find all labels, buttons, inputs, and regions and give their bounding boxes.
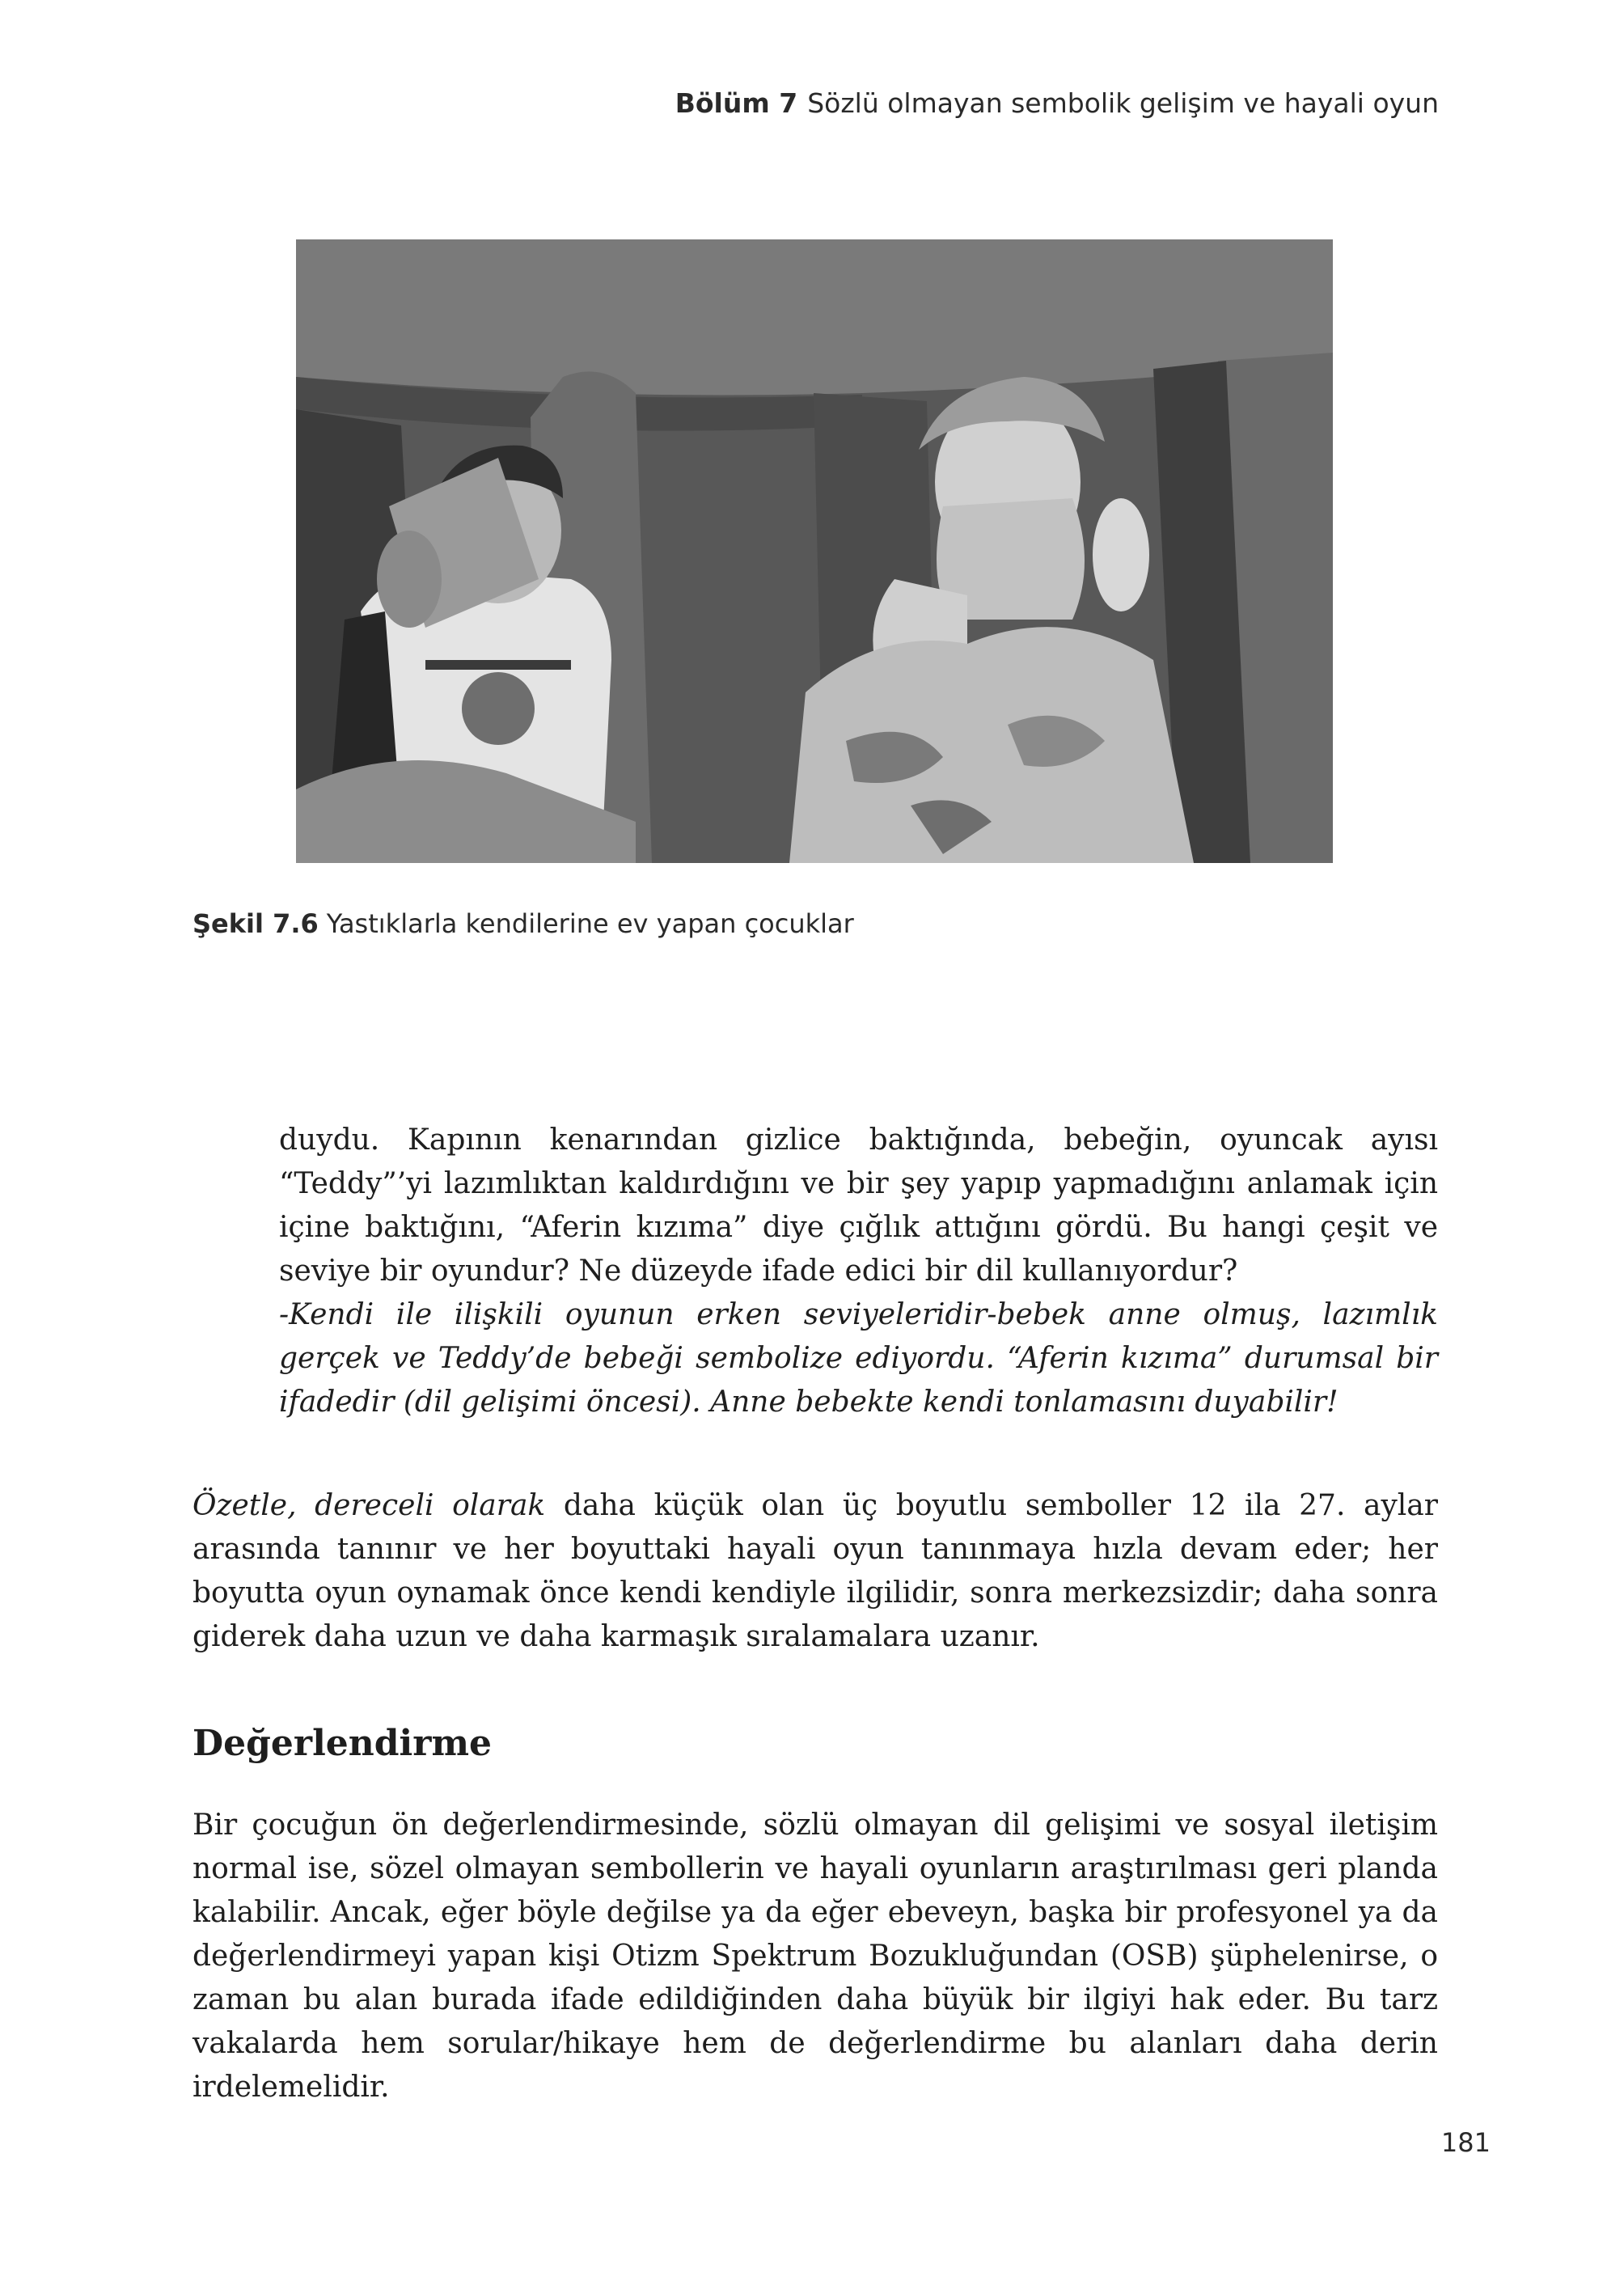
section-heading: Değerlendirme — [192, 1723, 493, 1764]
figure-caption-text: Yastıklarla kendilerine ev yapan çocuklar — [326, 908, 854, 939]
summary-lead: Özetle, dereceli olarak — [192, 1489, 546, 1522]
chapter-title: Sözlü olmayan sembolik gelişim ve hayali oyun — [807, 87, 1439, 119]
assessment-paragraph: Bir çocuğun ön değerlendirmesinde, sözlü olmayan dil gelişimi ve sosyal iletişim normal ise, sözel olmayan sembollerin ve hayali oyunların araştırılması geri planda kalabilir. Ancak, eğer böyle değilse ya da eğer ebeveyn, başka bir profesyonel ya da değerlendirmeyi yapan kişi Otizm Spektrum Bozukluğundan (OSB) şüphelenirse, o zaman bu alan burada ifade edildiğinden daha büyük bir ilgiyi hak eder. Bu tarz vakalarda hem sorular/hikaye hem de değerlendirme bu alanları daha derin irdelemelidir. — [192, 1809, 1438, 2104]
figure-label: Şekil 7.6 — [192, 908, 319, 939]
children-pillow-fort-photo — [296, 239, 1333, 863]
example-answer: -Kendi ile ilişkili oyunun erken seviyeleridir-bebek anne olmuş, lazımlık gerçek ve Teddy’de bebeği sembolize ediyordu. “Aferin kızıma” durumsal bir ifadedir (dil gelişimi öncesi). Anne bebekte kendi tonlamasını duyabilir! — [279, 1298, 1438, 1419]
page-number: 181 — [1440, 2127, 1491, 2158]
example-paragraph: duydu. Kapının kenarından gizlice baktığında, bebeğin, oyuncak ayısı “Teddy”’yi lazımlıktan kaldırdığını ve bir şey yapıp yapmadığını anlamak için içine baktığını, “Aferin kızıma” diye çığlık attığını gördü. Bu hangi çeşit ve seviye bir oyundur? Ne düzeyde ifade edici bir dil kullanıyordur? — [279, 1123, 1438, 1288]
example-block — [279, 1119, 1438, 1424]
figure-photo — [296, 239, 1333, 863]
summary-paragraph — [192, 1484, 1438, 1659]
chapter-label: Bölüm 7 — [675, 87, 798, 119]
summary-rest: daha küçük olan üç boyutlu semboller 12 ila 27. aylar arasında tanınır ve her boyuttaki hayali oyun tanınmaya hızla devam eder; her boyutta oyun oynamak önce kendi kendiyle ilgilidir, sonra merkezsizdir; daha sonra giderek daha uzun ve daha karmaşık sıralamalara uzanır. — [192, 1489, 1438, 1653]
figure-caption — [192, 908, 854, 939]
running-header — [675, 87, 1439, 119]
